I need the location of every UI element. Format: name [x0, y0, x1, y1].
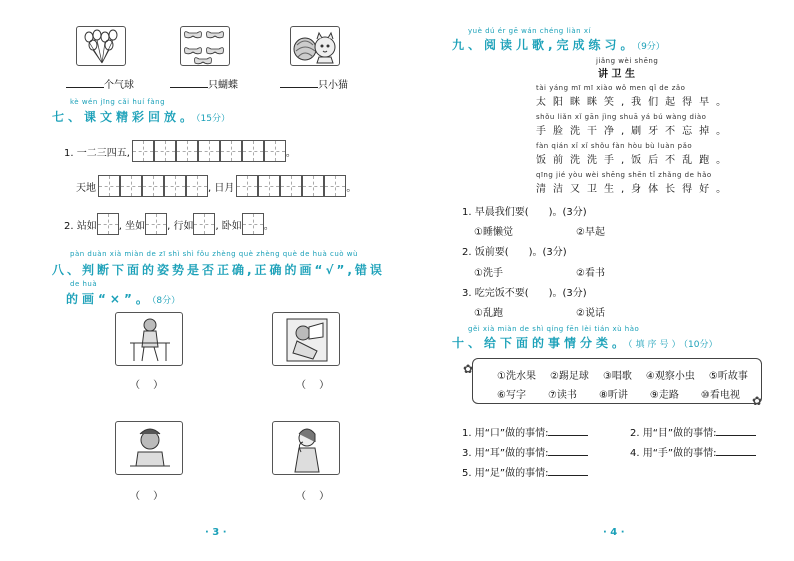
- balloons-icon: [77, 27, 127, 67]
- writing-cell[interactable]: [242, 213, 264, 235]
- balloons-picture: [76, 26, 126, 66]
- poem-line-1-pinyin: tài yáng mī mī xiào wǒ men qǐ de zǎo: [536, 84, 686, 92]
- count-balloons: 个气球: [66, 76, 134, 91]
- writing-cell[interactable]: [97, 213, 119, 235]
- sec8-pinyin2: de huà: [70, 280, 98, 288]
- answer-bracket[interactable]: （ ）: [296, 380, 330, 391]
- butterflies-picture: [180, 26, 230, 66]
- sec9-title: 九、阅读儿歌,完成练习。（9分）: [452, 38, 665, 52]
- butterflies-icon: [181, 27, 231, 67]
- fill-2: 2. 用“目”做的事情:: [630, 424, 756, 439]
- poem-line-2: 手脸洗干净,刷牙不忘掉。: [536, 126, 734, 137]
- answer-blank[interactable]: [66, 87, 104, 88]
- poem-line-1: 太阳眯眯笑,我们起得早。: [536, 97, 734, 108]
- sec7-pinyin: kè wén jīng cǎi huí fàng: [70, 98, 166, 106]
- answer-blank[interactable]: [716, 455, 756, 456]
- sec7-q1: 1. 一二三四五, 。: [64, 140, 296, 162]
- page-number-left: · 3 ·: [205, 527, 227, 538]
- question-2: 2. 饭前要( )。(3分): [462, 247, 567, 258]
- answer-bracket[interactable]: （ ）: [130, 380, 164, 391]
- question-1: 1. 早晨我们要( )。(3分): [462, 207, 587, 218]
- answer-blank[interactable]: [548, 455, 588, 456]
- option-item: ②踢足球: [549, 371, 589, 382]
- option-item: ⑥写字: [497, 390, 526, 401]
- sec7-row2: 天地 , 日月 。: [76, 175, 356, 197]
- question-3-option-b[interactable]: ②说话: [576, 308, 605, 319]
- girl-thinking-icon: [273, 422, 341, 476]
- writing-child-icon: [116, 422, 184, 476]
- answer-blank[interactable]: [280, 87, 318, 88]
- fill-3: 3. 用“耳”做的事情:: [462, 444, 588, 459]
- answer-blank[interactable]: [548, 475, 588, 476]
- writing-grid[interactable]: [132, 140, 286, 162]
- option-item: ①洗水果: [497, 371, 536, 382]
- answer-blank[interactable]: [170, 87, 208, 88]
- page-number-right: · 4 ·: [603, 527, 625, 538]
- sec8-pinyin: pàn duàn xià miàn de zī shì shì fǒu zhèng què zhèng què de huà cuò wù: [70, 250, 358, 258]
- posture-picture-4: [272, 421, 340, 475]
- answer-bracket[interactable]: （ ）: [130, 491, 164, 502]
- answer-bracket[interactable]: （ ）: [296, 491, 330, 502]
- question-1-option-a[interactable]: ①睡懒觉: [474, 227, 513, 238]
- flower-decoration-icon: ✿: [463, 362, 474, 376]
- fill-4: 4. 用“手”做的事情:: [630, 444, 756, 459]
- posture-picture-1: [115, 312, 183, 366]
- cat-picture: [290, 26, 340, 66]
- option-item: ⑨走路: [649, 390, 679, 401]
- count-cats: 只小猫: [280, 76, 348, 91]
- posture-picture-2: [272, 312, 340, 366]
- writing-cell[interactable]: [193, 213, 215, 235]
- option-item: ④观察小虫: [645, 371, 695, 382]
- sec8-title: 八、判断下面的姿势是否正确,正确的画“√”,错误: [52, 263, 385, 277]
- poem-title-pinyin: jiǎng wèi shēng: [596, 57, 659, 65]
- reading-child-icon: [273, 313, 341, 367]
- sitting-child-icon: [116, 313, 184, 367]
- question-2-option-a[interactable]: ①洗手: [474, 268, 503, 279]
- sec10-pinyin: gěi xià miàn de shì qíng fēn lèi tián xù hào: [468, 325, 640, 333]
- flower-decoration-icon: ✿: [752, 394, 763, 408]
- options-row-1: [497, 367, 748, 382]
- options-box: [472, 358, 762, 404]
- option-item: ⑩看电视: [700, 390, 740, 401]
- question-3-option-a[interactable]: ①乱跑: [474, 308, 503, 319]
- question-2-option-b[interactable]: ②看书: [576, 268, 605, 279]
- option-item: ③唱歌: [602, 371, 632, 382]
- answer-blank[interactable]: [716, 435, 756, 436]
- poem-line-3: 饭前洗洗手,饭后不乱跑。: [536, 155, 734, 166]
- cat-icon: [291, 27, 341, 67]
- sec7-title: 七、课文精彩回放。（15分）: [52, 110, 230, 124]
- poem-line-2-pinyin: shǒu liǎn xǐ gān jìng shuā yá bú wàng diào: [536, 113, 707, 121]
- poem-line-4: 清洁又卫生,身体长得好。: [536, 184, 734, 195]
- fill-1: 1. 用“口”做的事情:: [462, 424, 588, 439]
- posture-picture-3: [115, 421, 183, 475]
- poem-title: 讲 卫 生: [598, 69, 635, 80]
- writing-cell[interactable]: [145, 213, 167, 235]
- option-item: ⑦读书: [547, 390, 577, 401]
- question-1-option-b[interactable]: ②早起: [576, 227, 605, 238]
- answer-blank[interactable]: [548, 435, 588, 436]
- option-item: ⑤听故事: [708, 371, 748, 382]
- option-item: ⑧听讲: [598, 390, 628, 401]
- poem-line-3-pinyin: fàn qián xǐ xǐ shǒu fàn hòu bù luàn pǎo: [536, 142, 693, 150]
- question-3: 3. 吃完饭不要( )。(3分): [462, 288, 587, 299]
- sec7-q2: 2. 站如 , 坐如 , 行如 , 卧如 。: [64, 213, 274, 235]
- writing-grid[interactable]: [236, 175, 346, 197]
- fill-5: 5. 用“足”做的事情:: [462, 464, 588, 479]
- sec10-title: 十、给下面的事情分类。（填序号）（10分）: [452, 336, 718, 350]
- writing-grid[interactable]: [98, 175, 208, 197]
- sec9-pinyin: yuè dú ér gē wán chéng liàn xí: [468, 27, 591, 35]
- poem-line-4-pinyin: qīng jié yòu wèi shēng shēn tǐ zhǎng de hǎo: [536, 171, 712, 179]
- sec8-title2: 的画“×”。（8分）: [66, 292, 181, 306]
- count-butterflies: 只蝴蝶: [170, 76, 238, 91]
- options-row-2: [497, 386, 740, 401]
